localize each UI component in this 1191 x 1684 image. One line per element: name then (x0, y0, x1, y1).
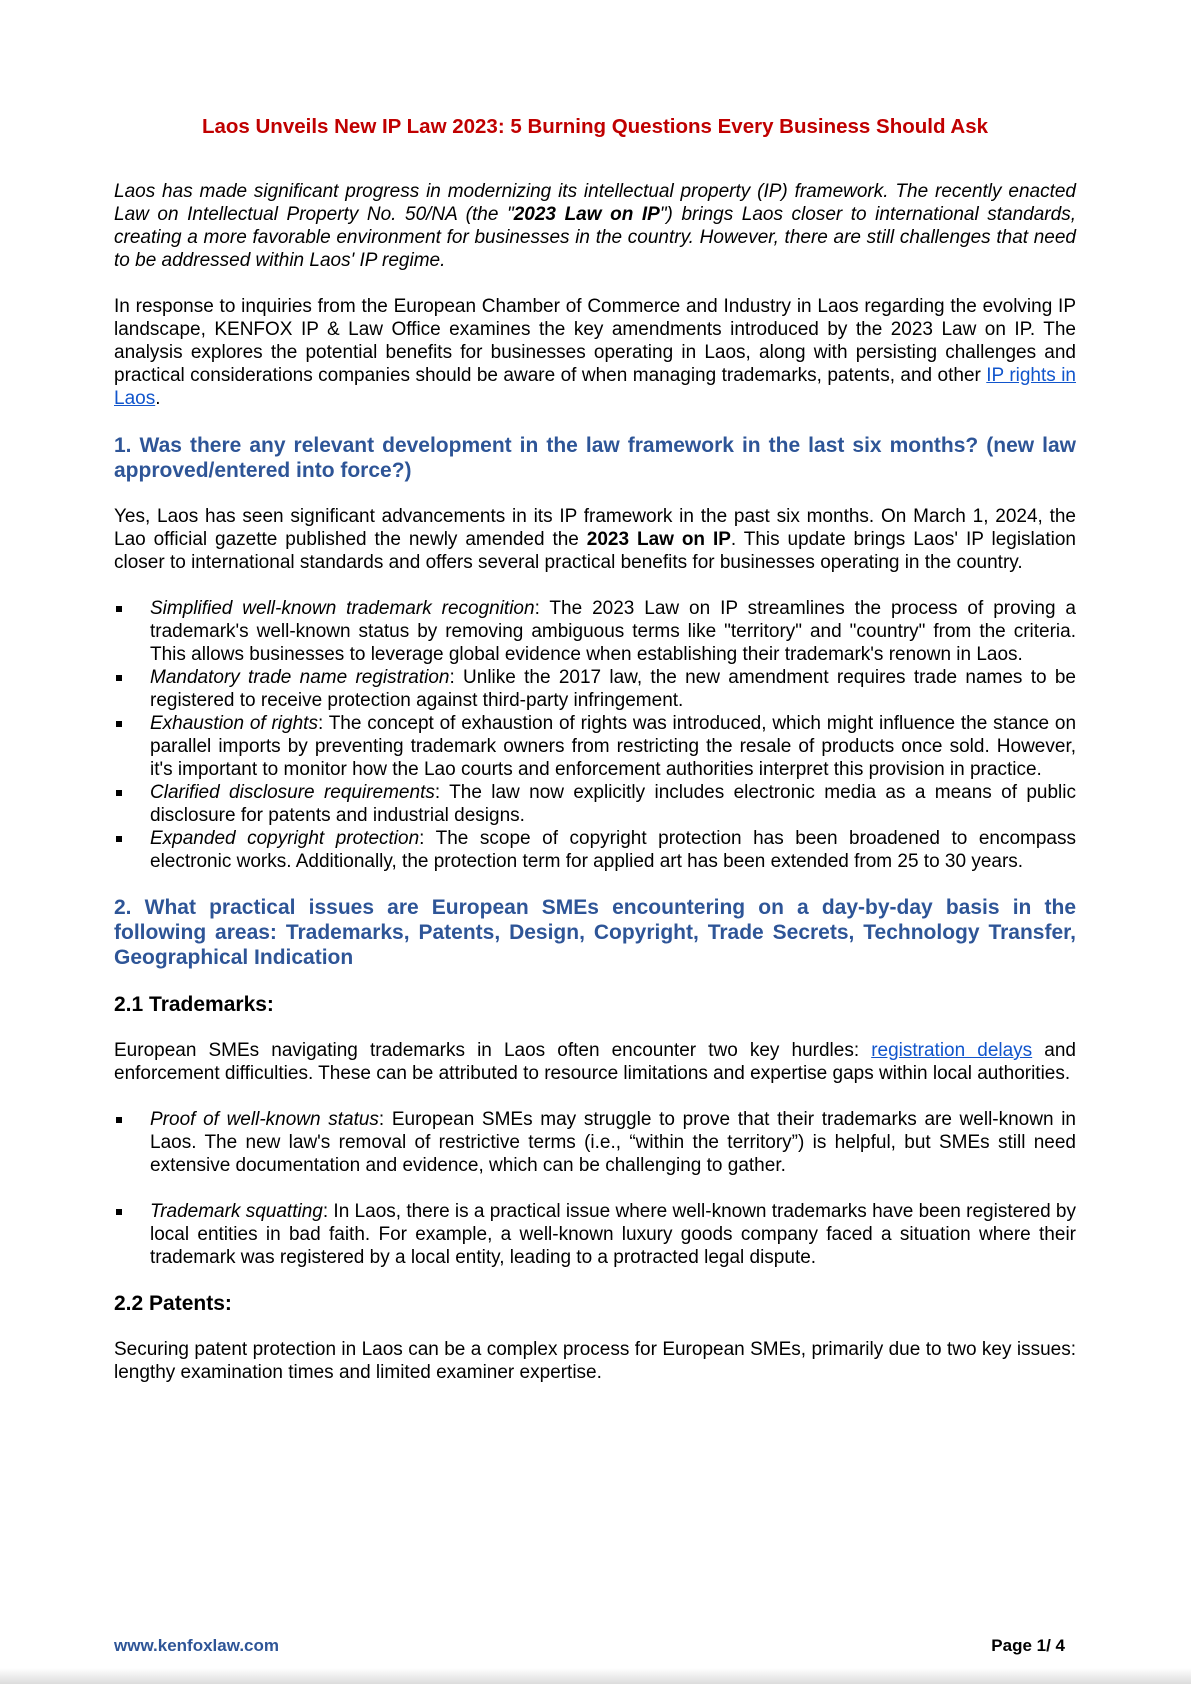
page-content (114, 110, 1076, 1384)
bullet-term: Expanded copyright protection (150, 828, 420, 849)
bullet-text: : The scope of copyright protection has been broadened to encompass electronic works. Additionally, the protection term for applied art has been extended from 25 to 30 years. (150, 828, 1076, 872)
bullet-text: : Unlike the 2017 law, the new amendment requires trade names to be registered to receive protection against third-party infringement. (150, 667, 1076, 711)
list-item (114, 1200, 1076, 1269)
context-text: In response to inquiries from the European Chamber of Commerce and Industry in Laos regarding the evolving IP landscape, KENFOX IP & Law Office examines the key amendments introduced by the 2023 Law on IP. The analysis explores the potential benefits for businesses operating in Laos, along with persisting challenges and practical considerations companies should be aware of when managing trademarks, patents, and other (114, 296, 1076, 386)
ip-rights-link[interactable]: IP rights in Laos (114, 365, 1077, 409)
bullet-text: : The 2023 Law on IP streamlines the process of proving a trademark's well-known status by removing ambiguous terms like "territory" and "country" from the criteria. This allows businesses to leverage global evidence when establishing their trademark's renown in Laos. (150, 598, 1076, 665)
context-paragraph (114, 295, 1076, 410)
context-end: . (155, 388, 161, 409)
intro-bold-law-name: 2023 Law on IP (513, 204, 660, 225)
trademarks-paragraph (114, 1039, 1076, 1085)
trademarks-bullet-list (114, 1108, 1076, 1269)
registration-delays-link[interactable]: registration delays (871, 1040, 1033, 1061)
trademarks-text-2: and enforcement difficulties. These can be attributed to resource limitations and expertise gaps within local authorities. (114, 1040, 1076, 1084)
list-item (114, 1108, 1076, 1177)
bullet-text: : European SMEs may struggle to prove that their trademarks are well-known in Laos. The new law's removal of restrictive terms (i.e., “within the territory”) is helpful, but SMEs still need extensive documentation and evidence, which can be challenging to gather. (150, 1109, 1076, 1176)
bullet-term: Clarified disclosure requirements (150, 782, 435, 803)
intro-text-2: ") brings Laos closer to international standards, creating a more favorable environment for businesses in the country. However, there are still challenges that need to be addressed within Laos' IP regime. (114, 204, 1076, 271)
list-item (114, 712, 1076, 781)
trademarks-heading: 2.1 Trademarks: (114, 993, 274, 1016)
list-item (114, 781, 1076, 827)
bullet-term: Mandatory trade name registration (150, 667, 450, 688)
footer-page-number: Page 1/ 4 (991, 1636, 1065, 1655)
bullet-text: : The concept of exhaustion of rights was introduced, which might influence the stance on parallel imports by preventing trademark owners from restricting the resale of products once sold. However, it's important to monitor how the Lao courts and enforcement authorities interpret this provision in practice. (150, 713, 1077, 780)
list-item (114, 827, 1076, 873)
intro-text-1: Laos has made significant progress in modernizing its intellectual property (IP) framework. The recently enacted Law on Intellectual Property No. 50/NA (the " (114, 181, 1076, 225)
section-1-bold-law-name: 2023 Law on IP (586, 529, 731, 550)
bullet-term: Simplified well-known trademark recognition (150, 598, 535, 619)
section-1-text-2: . This update brings Laos' IP legislation closer to international standards and offers several practical benefits for businesses operating in the country. (114, 529, 1076, 573)
list-item (114, 597, 1076, 666)
trademarks-text-1: European SMEs navigating trademarks in Laos often encounter two key hurdles: (114, 1040, 872, 1061)
section-2-heading: 2. What practical issues are European SMEs encountering on a day-by-day basis in the following areas: Trademarks, Patents, Design, Copyright, Trade Secrets, Technology Transfer, Geographical Indication (114, 896, 1076, 969)
bullet-term: Exhaustion of rights (150, 713, 318, 734)
section-1-text-1: Yes, Laos has seen significant advancements in its IP framework in the past six months. On March 1, 2024, the Lao official gazette published the newly amended the (114, 506, 1076, 550)
section-1-paragraph (114, 505, 1076, 574)
footer-website-link[interactable]: www.kenfoxlaw.com (114, 1636, 280, 1655)
viewer-bottom-shadow (0, 1668, 1191, 1684)
patents-paragraph: Securing patent protection in Laos can be a complex process for European SMEs, primarily due to two key issues: lengthy examination times and limited examiner expertise. (114, 1339, 1076, 1383)
bullet-text: : The law now explicitly includes electronic media as a means of public disclosure for patents and industrial designs. (150, 782, 1076, 826)
intro-paragraph (114, 180, 1076, 272)
document-title: Laos Unveils New IP Law 2023: 5 Burning Questions Every Business Should Ask (201, 115, 989, 138)
list-item (114, 666, 1076, 712)
bullet-term: Trademark squatting (150, 1201, 323, 1222)
bullet-term: Proof of well-known status (150, 1109, 379, 1130)
patents-heading: 2.2 Patents: (114, 1292, 232, 1315)
section-1-bullet-list (114, 597, 1076, 873)
bullet-text: : In Laos, there is a practical issue where well-known trademarks have been registered by local entities in bad faith. For example, a well-known luxury goods company faced a situation where their trademark was registered by a local entity, leading to a protracted legal dispute. (150, 1201, 1076, 1268)
section-1-heading: 1. Was there any relevant development in the law framework in the last six months? (new law approved/entered into force?) (114, 434, 1076, 482)
